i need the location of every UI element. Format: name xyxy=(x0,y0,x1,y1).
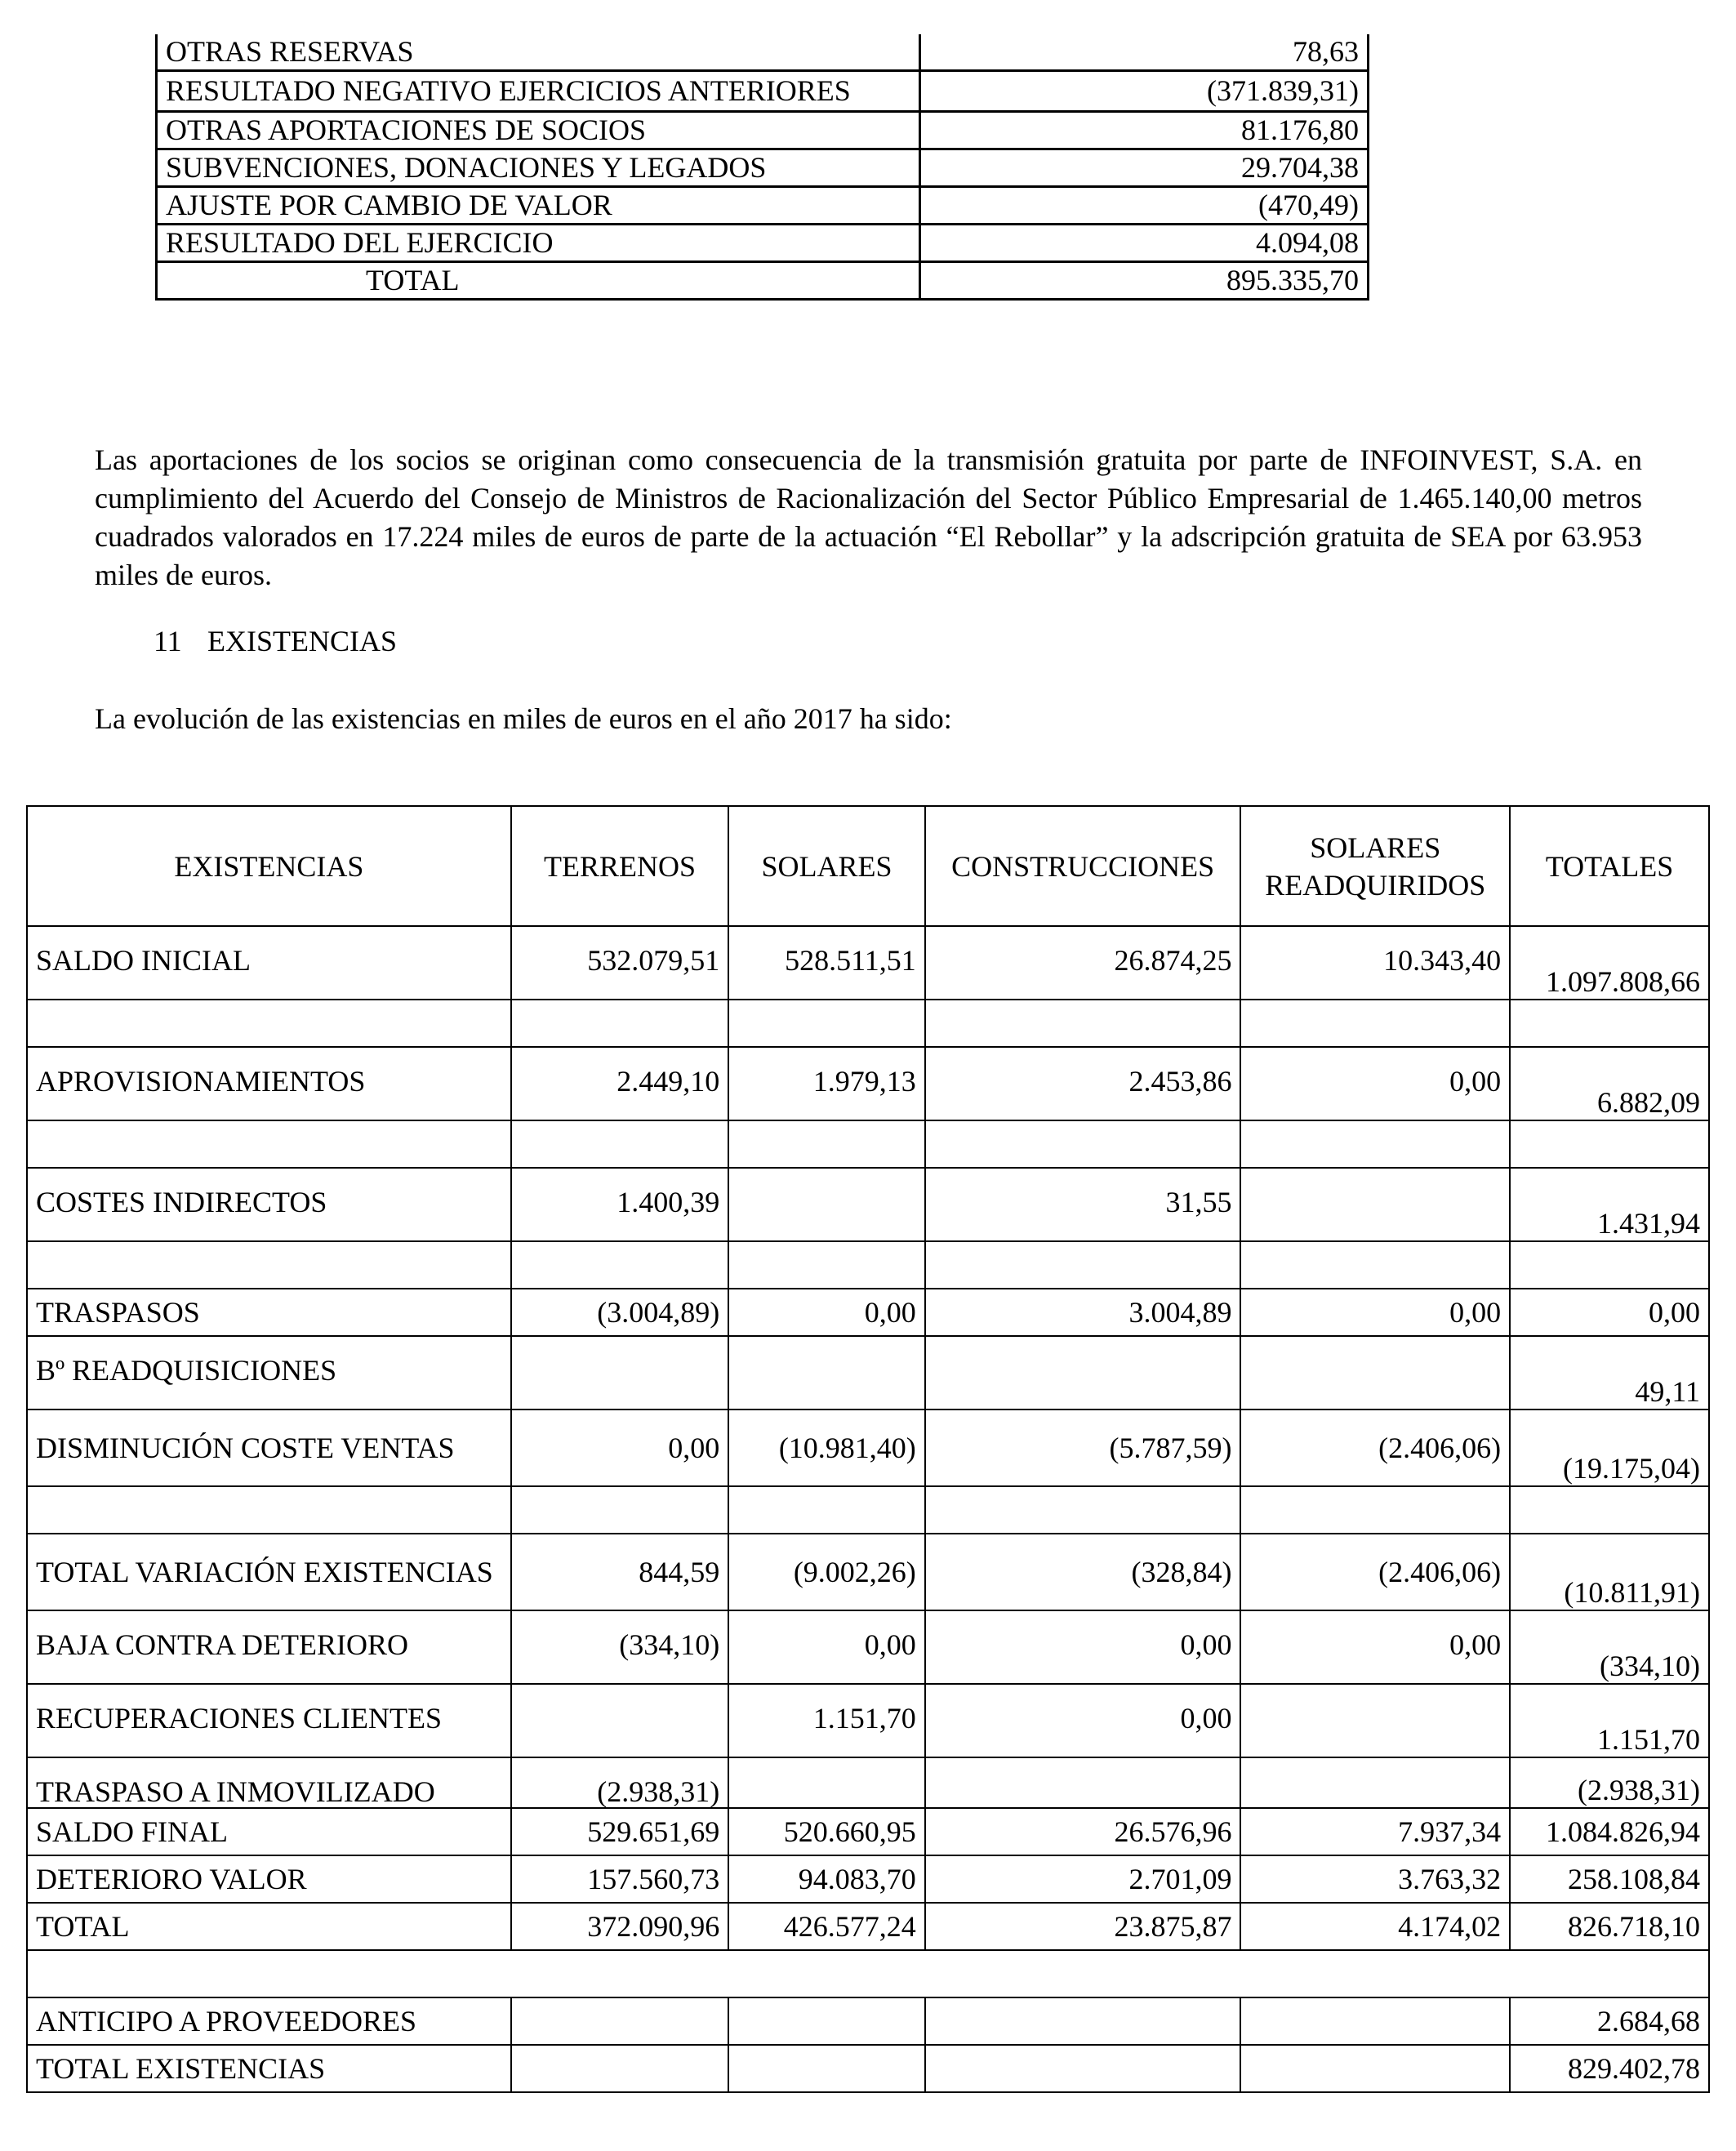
empty-cell xyxy=(925,1241,1241,1289)
table-cell: 3.763,32 xyxy=(1240,1855,1510,1903)
empty-cell xyxy=(27,1486,511,1534)
table-row xyxy=(27,1047,1709,1120)
table-cell xyxy=(511,1684,728,1757)
table-cell xyxy=(511,1997,728,2045)
equity-total-value: 895.335,70 xyxy=(920,262,1369,300)
row-label: SALDO INICIAL xyxy=(27,926,511,1000)
table-row xyxy=(27,1289,1709,1336)
table-cell: 7.937,34 xyxy=(1240,1808,1510,1855)
row-total: 0,00 xyxy=(1510,1289,1709,1336)
row-total: (19.175,04) xyxy=(1510,1410,1709,1486)
table-row xyxy=(27,1997,1709,2045)
table-cell: 0,00 xyxy=(728,1610,925,1684)
empty-cell xyxy=(728,1120,925,1168)
table-cell: 3.004,89 xyxy=(925,1289,1241,1336)
row-total: 49,11 xyxy=(1510,1336,1709,1410)
table-row xyxy=(157,187,1369,225)
equity-total-label: TOTAL xyxy=(157,262,920,300)
empty-cell xyxy=(1510,1000,1709,1047)
table-cell: (2.938,31) xyxy=(511,1757,728,1808)
row-total: 1.084.826,94 xyxy=(1510,1808,1709,1855)
row-total: (334,10) xyxy=(1510,1610,1709,1684)
table-cell: 0,00 xyxy=(728,1289,925,1336)
empty-cell xyxy=(728,1486,925,1534)
table-cell: 0,00 xyxy=(925,1610,1241,1684)
empty-cell xyxy=(511,1000,728,1047)
table-cell: 2.449,10 xyxy=(511,1047,728,1120)
table-cell: 529.651,69 xyxy=(511,1808,728,1855)
table-cell xyxy=(925,1757,1241,1808)
intro-text: La evolución de las existencias en miles de euros en el año 2017 ha sido: xyxy=(95,702,952,735)
column-header: EXISTENCIAS xyxy=(27,806,511,926)
empty-cell xyxy=(27,1120,511,1168)
table-row xyxy=(27,1336,1709,1410)
table-cell xyxy=(1240,1757,1510,1808)
empty-cell xyxy=(1510,1120,1709,1168)
empty-cell xyxy=(728,1241,925,1289)
empty-cell xyxy=(511,1486,728,1534)
table-cell xyxy=(511,2045,728,2092)
row-label: TOTAL xyxy=(27,1903,511,1950)
table-cell: 0,00 xyxy=(925,1684,1241,1757)
equity-label: SUBVENCIONES, DONACIONES Y LEGADOS xyxy=(157,149,920,187)
empty-cell xyxy=(925,1120,1241,1168)
empty-cell xyxy=(27,1241,511,1289)
table-cell: 1.151,70 xyxy=(728,1684,925,1757)
table-row xyxy=(27,1855,1709,1903)
table-cell xyxy=(1240,2045,1510,2092)
table-cell xyxy=(1240,1336,1510,1410)
table-cell: 10.343,40 xyxy=(1240,926,1510,1000)
empty-cell xyxy=(1240,1241,1510,1289)
row-total: 258.108,84 xyxy=(1510,1855,1709,1903)
table-row xyxy=(27,1757,1709,1808)
empty-cell xyxy=(27,1950,1709,1997)
table-row xyxy=(27,1808,1709,1855)
table-row xyxy=(27,1684,1709,1757)
table-cell: 532.079,51 xyxy=(511,926,728,1000)
table-row xyxy=(27,926,1709,1000)
table-cell: (5.787,59) xyxy=(925,1410,1241,1486)
row-label: SALDO FINAL xyxy=(27,1808,511,1855)
table-row xyxy=(27,2045,1709,2092)
empty-cell xyxy=(1240,1120,1510,1168)
row-label: TOTAL EXISTENCIAS xyxy=(27,2045,511,2092)
row-label: DETERIORO VALOR xyxy=(27,1855,511,1903)
table-cell: 157.560,73 xyxy=(511,1855,728,1903)
table-cell: (3.004,89) xyxy=(511,1289,728,1336)
spacer-row xyxy=(27,1120,1709,1168)
table-row xyxy=(27,1168,1709,1241)
inventory-header-row xyxy=(27,806,1709,926)
row-label: DISMINUCIÓN COSTE VENTAS xyxy=(27,1410,511,1486)
row-label: ANTICIPO A PROVEEDORES xyxy=(27,1997,511,2045)
equity-value: 78,63 xyxy=(920,34,1369,71)
equity-value: 81.176,80 xyxy=(920,112,1369,149)
empty-cell xyxy=(925,1486,1241,1534)
column-header: SOLARES xyxy=(728,806,925,926)
table-row xyxy=(157,71,1369,112)
empty-cell xyxy=(511,1120,728,1168)
row-label: APROVISIONAMIENTOS xyxy=(27,1047,511,1120)
table-cell: 2.701,09 xyxy=(925,1855,1241,1903)
inventory-table xyxy=(26,805,1710,2093)
table-cell: 372.090,96 xyxy=(511,1903,728,1950)
table-cell: 94.083,70 xyxy=(728,1855,925,1903)
section-number: 11 xyxy=(154,625,182,657)
column-header: CONSTRUCCIONES xyxy=(925,806,1241,926)
table-cell: 0,00 xyxy=(1240,1289,1510,1336)
row-label: TRASPASOS xyxy=(27,1289,511,1336)
table-cell xyxy=(925,1336,1241,1410)
table-cell: 0,00 xyxy=(1240,1610,1510,1684)
table-cell xyxy=(925,2045,1241,2092)
row-total: 826.718,10 xyxy=(1510,1903,1709,1950)
row-total: 1.097.808,66 xyxy=(1510,926,1709,1000)
table-cell: 26.576,96 xyxy=(925,1808,1241,1855)
table-row xyxy=(157,225,1369,262)
table-row xyxy=(157,149,1369,187)
empty-cell xyxy=(1240,1000,1510,1047)
row-total: (2.938,31) xyxy=(1510,1757,1709,1808)
table-cell: (334,10) xyxy=(511,1610,728,1684)
table-cell: (328,84) xyxy=(925,1534,1241,1610)
row-total: 829.402,78 xyxy=(1510,2045,1709,2092)
table-cell: 0,00 xyxy=(511,1410,728,1486)
table-cell xyxy=(728,1336,925,1410)
table-cell: 2.453,86 xyxy=(925,1047,1241,1120)
equity-value: (371.839,31) xyxy=(920,71,1369,112)
equity-label: OTRAS RESERVAS xyxy=(157,34,920,71)
table-cell: 520.660,95 xyxy=(728,1808,925,1855)
row-label: COSTES INDIRECTOS xyxy=(27,1168,511,1241)
row-total: 2.684,68 xyxy=(1510,1997,1709,2045)
empty-cell xyxy=(728,1000,925,1047)
table-cell: (10.981,40) xyxy=(728,1410,925,1486)
section-title: EXISTENCIAS xyxy=(207,625,397,657)
column-header: TERRENOS xyxy=(511,806,728,926)
table-row xyxy=(27,1903,1709,1950)
equity-table xyxy=(155,34,1369,301)
table-cell: 426.577,24 xyxy=(728,1903,925,1950)
spacer-row xyxy=(27,1000,1709,1047)
empty-cell xyxy=(1510,1486,1709,1534)
empty-cell xyxy=(1240,1486,1510,1534)
table-cell: 31,55 xyxy=(925,1168,1241,1241)
equity-value: (470,49) xyxy=(920,187,1369,225)
empty-cell xyxy=(925,1000,1241,1047)
spacer-row xyxy=(27,1241,1709,1289)
table-cell xyxy=(1240,1168,1510,1241)
table-row xyxy=(157,34,1369,71)
column-header: SOLARES READQUIRIDOS xyxy=(1240,806,1510,926)
table-cell: 844,59 xyxy=(511,1534,728,1610)
table-cell xyxy=(728,2045,925,2092)
row-total: 1.151,70 xyxy=(1510,1684,1709,1757)
equity-value: 29.704,38 xyxy=(920,149,1369,187)
row-total: 6.882,09 xyxy=(1510,1047,1709,1120)
equity-label: AJUSTE POR CAMBIO DE VALOR xyxy=(157,187,920,225)
table-cell xyxy=(728,1168,925,1241)
row-label: BAJA CONTRA DETERIORO xyxy=(27,1610,511,1684)
empty-cell xyxy=(27,1000,511,1047)
table-cell xyxy=(925,1997,1241,2045)
table-cell: 23.875,87 xyxy=(925,1903,1241,1950)
table-cell xyxy=(728,1997,925,2045)
row-label: Bº READQUISICIONES xyxy=(27,1336,511,1410)
table-cell xyxy=(728,1757,925,1808)
table-cell: 1.979,13 xyxy=(728,1047,925,1120)
table-row xyxy=(27,1410,1709,1486)
equity-label: RESULTADO NEGATIVO EJERCICIOS ANTERIORES xyxy=(157,71,920,112)
table-cell: (2.406,06) xyxy=(1240,1410,1510,1486)
equity-total-row xyxy=(157,262,1369,300)
table-cell xyxy=(1240,1997,1510,2045)
equity-label: RESULTADO DEL EJERCICIO xyxy=(157,225,920,262)
body-paragraph: Las aportaciones de los socios se originan como consecuencia de la transmisión gratuita por parte de INFOINVEST, S.A. en cumplimiento del Acuerdo del Consejo de Ministros de Racionalización del Sector Público Empresarial de 1.465.140,00 metros cuadrados valorados en 17.224 miles de euros de parte de la actuación “El Rebollar” y la adscripción gratuita de SEA por 63.953 miles de euros. xyxy=(95,443,1642,591)
table-row xyxy=(157,112,1369,149)
row-label: TRASPASO A INMOVILIZADO xyxy=(27,1757,511,1808)
row-label: TOTAL VARIACIÓN EXISTENCIAS xyxy=(27,1534,511,1610)
row-total: 1.431,94 xyxy=(1510,1168,1709,1241)
row-total: (10.811,91) xyxy=(1510,1534,1709,1610)
empty-cell xyxy=(1510,1241,1709,1289)
table-cell xyxy=(511,1336,728,1410)
column-header: TOTALES xyxy=(1510,806,1709,926)
table-cell: (2.406,06) xyxy=(1240,1534,1510,1610)
spacer-row xyxy=(27,1486,1709,1534)
table-row xyxy=(27,1610,1709,1684)
table-cell: 528.511,51 xyxy=(728,926,925,1000)
table-cell: 0,00 xyxy=(1240,1047,1510,1120)
equity-value: 4.094,08 xyxy=(920,225,1369,262)
spacer-row xyxy=(27,1950,1709,1997)
table-cell: 1.400,39 xyxy=(511,1168,728,1241)
table-cell: (9.002,26) xyxy=(728,1534,925,1610)
section-heading xyxy=(154,621,397,661)
empty-cell xyxy=(511,1241,728,1289)
row-label: RECUPERACIONES CLIENTES xyxy=(27,1684,511,1757)
table-cell: 4.174,02 xyxy=(1240,1903,1510,1950)
table-row xyxy=(27,1534,1709,1610)
table-cell xyxy=(1240,1684,1510,1757)
table-cell: 26.874,25 xyxy=(925,926,1241,1000)
equity-label: OTRAS APORTACIONES DE SOCIOS xyxy=(157,112,920,149)
